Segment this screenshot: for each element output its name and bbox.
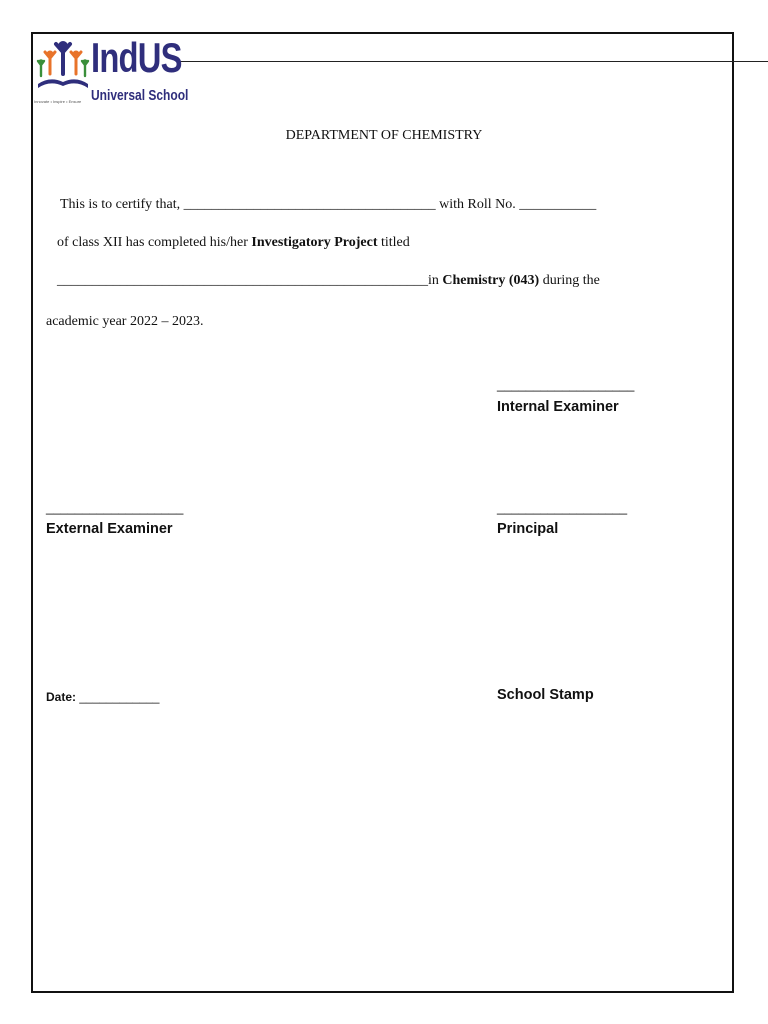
subject-name: Chemistry (043) bbox=[442, 273, 540, 288]
titled-text: titled bbox=[380, 235, 410, 250]
external-examiner-label: External Examiner bbox=[46, 521, 173, 537]
certify-line-1 bbox=[60, 196, 596, 214]
date-label: Date: bbox=[46, 690, 77, 704]
date-field bbox=[46, 688, 159, 706]
project-type: Investigatory Project bbox=[251, 235, 378, 250]
certify-line-2 bbox=[57, 234, 410, 252]
student-name-blank: ____________________________________ bbox=[183, 197, 436, 212]
principal-signature-line: __________________ bbox=[497, 500, 628, 515]
academic-year: academic year 2022 – 2023. bbox=[46, 314, 204, 329]
school-stamp-label: School Stamp bbox=[497, 687, 594, 703]
internal-examiner-label: Internal Examiner bbox=[497, 399, 619, 415]
school-logo bbox=[34, 34, 189, 108]
roll-label: with Roll No. bbox=[439, 197, 516, 212]
during-text: during the bbox=[542, 273, 600, 288]
class-text: of class XII has completed his/her bbox=[57, 235, 248, 250]
certify-line-3 bbox=[57, 272, 600, 290]
principal-label: Principal bbox=[497, 521, 559, 537]
logo-tagline: Innovate • Inspire • Ensure bbox=[34, 99, 82, 104]
project-title-blank: _____________________________________________________ bbox=[57, 273, 428, 288]
external-signature-line: ___________________ bbox=[46, 500, 184, 515]
internal-signature-line: ___________________ bbox=[497, 377, 635, 392]
department-heading: DEPARTMENT OF CHEMISTRY bbox=[285, 128, 483, 143]
header-rule bbox=[180, 61, 768, 62]
people-logo-icon bbox=[36, 40, 90, 96]
logo-subtitle: Universal School bbox=[91, 87, 189, 104]
logo-wordmark: IndUS bbox=[91, 34, 182, 81]
date-blank: ____________ bbox=[79, 690, 160, 704]
in-text: in bbox=[428, 273, 439, 288]
certify-prefix: This is to certify that, bbox=[60, 197, 181, 212]
roll-number-blank: ___________ bbox=[519, 197, 597, 212]
